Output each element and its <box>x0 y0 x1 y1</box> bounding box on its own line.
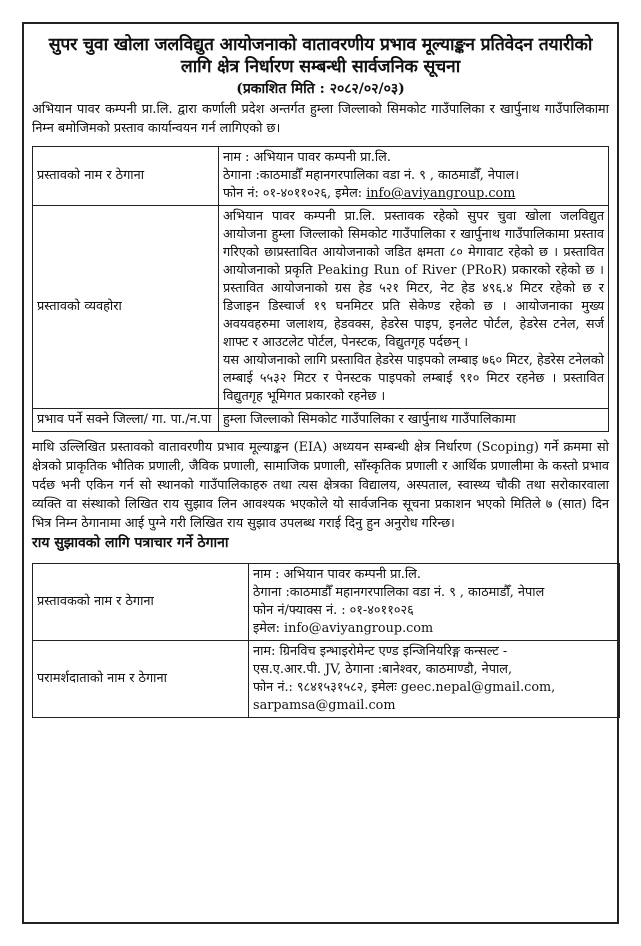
proponent-address: ठेगाना :काठमाडौँ महानगरपालिका वडा नं. ९ , काठमाडौँ, नेपाल <box>253 585 545 600</box>
proposer-details <box>219 147 609 206</box>
intro-paragraph: अभियान पावर कम्पनी प्रा.लि. द्वारा कर्णाली प्रदेश अन्तर्गत हुम्ला जिल्लाको सिमकोट गाउँपालिका र खार्पुनाथ गाउँपालिकामा निम्न बमोजिमको प्रस्ताव कार्यान्वयन गर्न लागिएको छ। <box>32 102 609 136</box>
published-date: (प्रकाशित मिति : २०८२/०२/०३) <box>236 81 405 97</box>
proposer-phone: फोन नं: ०१-४०११०२६, इमेल: <box>223 186 367 201</box>
proponent-phone: फोन नं/फ्याक्स नं. : ०१-४०११०२६ <box>253 603 414 618</box>
contact-table <box>32 563 620 718</box>
table-row <box>33 641 620 718</box>
proposer-contact <box>223 185 604 203</box>
table-row <box>33 206 609 409</box>
proposer-address: ठेगाना :काठमाडौँ महानगरपालिका वडा नं. ९ , काठमाडौँ, नेपाल। <box>223 168 520 183</box>
proposal-table <box>32 146 609 432</box>
proposal-description-text: अभियान पावर कम्पनी प्रा.लि. प्रस्तावक रहेको सुपर चुवा खोला जलविद्युत आयोजना हुम्ला जिल्लाको सिमकोट गाउँपालिका र खार्पुनाथ गाउँपालिकामा प्रस्ताव गरिएको छाप्रस्तावित आयोजनाको जडित क्षमता ८० मेगावाट रहेको छ । प्रस्तावित आयोजनाको प्रकृति Peaking Run of River (PRoR) प्रकारको रहेको छ । प्रस्तावित आयोजनाको ग्रस हेड ५२१ मिटर, नेट हेड ४९६.४ मिटर रहेको छ र डिजाइन डिस्चार्ज १९ घनमिटर प्रति सेकेण्ड रहेको छ । आयोजनाका मुख्य अवयवहरुमा जलाशय, हेडवक्स, हेडरेस पाइप, इनलेट पोर्टल, हेडरेस टनेल, सर्ज शाफ्ट र आउटलेट पोर्टल, पेनस्टक, विद्युतगृह पर्दछन् । <box>223 209 604 350</box>
proponent-email[interactable]: इमेल: info@aviyangroup.com <box>253 621 434 636</box>
consultant-email-2[interactable]: sarpamsa@gmail.com <box>253 698 396 713</box>
proposer-label: प्रस्तावको नाम र ठेगाना <box>33 147 219 206</box>
table-row <box>33 409 609 432</box>
affected-area-label: प्रभाव पर्ने सक्ने जिल्ला/ गा. पा./न.पा <box>33 409 219 432</box>
consultant-address: एस.ए.आर.पी. JV, ठेगाना :बानेश्वर, काठमाण्डौ, नेपाल, <box>253 662 513 677</box>
proposer-email-link[interactable]: info@aviyangroup.com <box>366 186 516 201</box>
consultant-details <box>249 641 620 718</box>
proposal-description-label: प्रस्तावको व्यवहोरा <box>33 206 219 409</box>
proposer-name: नाम : अभियान पावर कम्पनी प्रा.लि. <box>223 150 391 165</box>
affected-area-value: हुम्ला जिल्लाको सिमकोट गाउँपालिका र खार्पुनाथ गाउँपालिकामा <box>219 409 609 432</box>
public-notice <box>22 22 619 924</box>
body-paragraph: माथि उल्लिखित प्रस्तावको वातावरणीय प्रभाव मूल्याङ्कन (EIA) अध्ययन सम्बन्धी क्षेत्र निर्धारण (Scoping) गर्ने क्रममा सो क्षेत्रको प्राकृतिक भौतिक प्रणाली, जैविक प्रणाली, सामाजिक प्रणाली, साँस्कृतिक प्रणाली र आर्थिक प्रणालीमा के कस्तो प्रभाव पर्दछ भनी एकिन गर्न सो स्थानको गाउँपालिकाहरु तथा त्यस क्षेत्रका विद्यालय, अस्पताल, स्वास्थ्य चौकी तथा सरोकारवाला व्यक्ति वा संस्थाको लिखित राय सुझाव लिन आवश्यक भएकोले यो सार्वजनिक सूचना प्रकाशन भएको मितिले ७ (सात) दिन भित्र निम्न ठेगानामा आई पुग्ने गरी लिखित राय सुझाव उपलब्ध गराई दिनु हुन अनुरोध गरिन्छ। <box>32 440 609 531</box>
notice-title: सुपर चुवा खोला जलविद्युत आयोजनाको वातावरणीय प्रभाव मूल्याङ्कन प्रतिवेदन तयारीको लागि क्षेत्र निर्धारण सम्बन्धी सार्वजनिक सूचना <box>48 35 593 77</box>
proponent-contact-label: प्रस्तावकको नाम र ठेगाना <box>33 564 249 641</box>
proposal-structure-lengths: यस आयोजनाको लागि प्रस्तावित हेडरेस पाइपको लम्बाइ ७६० मिटर, हेडरेस टनेलको लम्बाई ५५३२ मिटर र पेनस्टक पाइपको लम्बाई ९१० मिटर रहनेछ । प्रस्तावित विद्युतगृह भूमिगत प्रकारको रहनेछ । <box>223 353 604 404</box>
table-row <box>33 564 620 641</box>
proponent-name: नाम : अभियान पावर कम्पनी प्रा.लि. <box>253 567 421 582</box>
section-heading: राय सुझावको लागि पत्राचार गर्ने ठेगाना <box>32 535 229 551</box>
consultant-name: नाम: ग्रिनविच इन्भाइरोमेन्ट एण्ड इन्जिनियरिङ्ग कन्सल्ट - <box>253 644 508 659</box>
consultant-label: परामर्शदाताको नाम र ठेगाना <box>33 641 249 718</box>
consultant-phone-email[interactable]: फोन नं.: ९८४१५३१५८२, इमेलः geec.nepal@gmail.com, <box>253 680 556 695</box>
proponent-contact-details <box>249 564 620 641</box>
proposal-description <box>219 206 609 409</box>
table-row <box>33 147 609 206</box>
